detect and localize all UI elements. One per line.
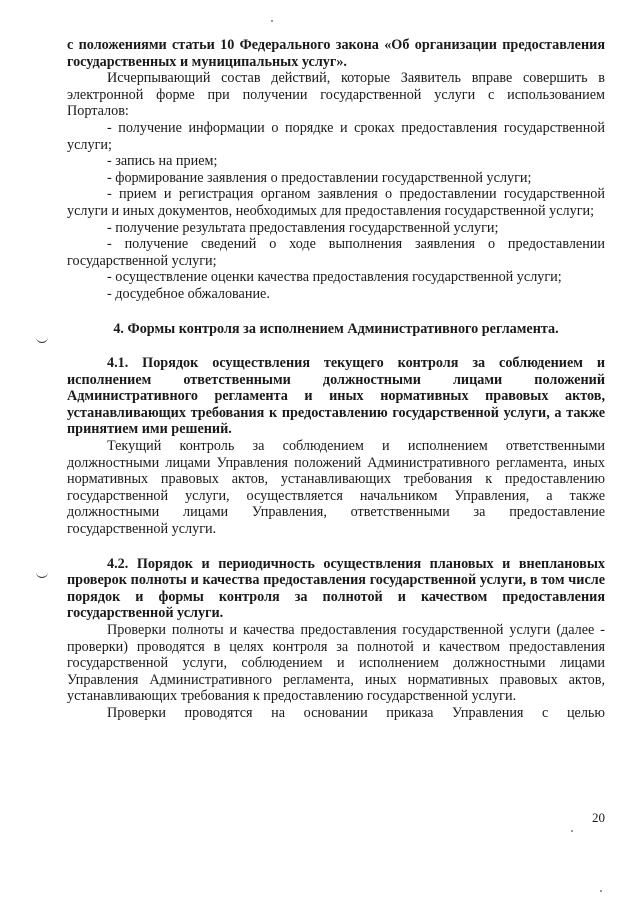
list-item-appeal: - досудебное обжалование.: [107, 285, 270, 302]
spacer: [67, 303, 605, 321]
scan-speck: [571, 830, 573, 832]
list-item-quality: - осуществление оценки качества предоставления государственной услуги;: [107, 269, 562, 286]
list-item-info: - получение информации о порядке и сроках предоставления государственной услуги;: [67, 119, 605, 153]
spacer: [67, 337, 605, 355]
paragraph-actions-intro: Исчерпывающий состав действий, которые Заявитель вправе совершить в электронной форме при получении государственной услуги с использованием Порталов:: [67, 70, 605, 120]
list-item-result: - получение результата предоставления государственной услуги;: [107, 219, 499, 236]
subsection-heading-4-1: 4.1. Порядок осуществления текущего контроля за соблюдением и исполнением ответственными должностными лицами положений Административного регламента и иных нормативных правовых актов, устанавливающих требования к предоставлению государственной услуги, а также принятием ими решений.: [67, 355, 605, 438]
paragraph-law-reference: с положениями статьи 10 Федерального закона «Об организации предоставления государственных и муниципальных услуг».: [67, 37, 605, 70]
section-heading-4: 4. Формы контроля за исполнением Административного регламента.: [113, 320, 559, 337]
list-item-application-form: - формирование заявления о предоставлении государственной услуги;: [107, 169, 532, 186]
scan-speck: [271, 20, 273, 22]
list-item-appointment: - запись на прием;: [107, 153, 218, 170]
paragraph-inspections-basis: Проверки проводятся на основании приказа Управления с целью: [107, 704, 605, 721]
binding-mark: [36, 571, 48, 578]
scan-speck: [600, 890, 602, 892]
spacer: [67, 538, 605, 556]
list-item-status: - получение сведений о ходе выполнения заявления о предоставлении государственной услуги;: [67, 236, 605, 269]
binding-mark: [36, 336, 48, 343]
list-item-registration: - прием и регистрация органом заявления о предоставлении государственной услуги и иных документов, необходимых для предоставления государственной услуги;: [67, 186, 605, 219]
subsection-heading-4-2: 4.2. Порядок и периодичность осуществления плановых и внеплановых проверок полноты и качества предоставления государственной услуги, в том числе порядок и формы контроля за полнотой и качеством предоставления государственной услуги.: [67, 555, 605, 622]
document-page: [67, 37, 605, 722]
page-number: 20: [592, 810, 605, 825]
paragraph-inspections: Проверки полноты и качества предоставления государственной услуги (далее - проверки) проводятся в целях контроля за полнотой и качеством предоставления государственной услуги, соблюдением и исполнением должностными лицами Управления Административного регламента, иных нормативных правовых актов, устанавливающих требования к предоставлению государственной услуги.: [67, 622, 605, 705]
paragraph-current-control: Текущий контроль за соблюдением и исполнением ответственными должностными лицами Управления положений Административного регламента, иных нормативных правовых актов, устанавливающих требования к предоставлению государственной услуги, осуществляется начальником Управления, а также должностными лицами Управления, ответственными за предоставление государственной услуги.: [67, 438, 605, 538]
